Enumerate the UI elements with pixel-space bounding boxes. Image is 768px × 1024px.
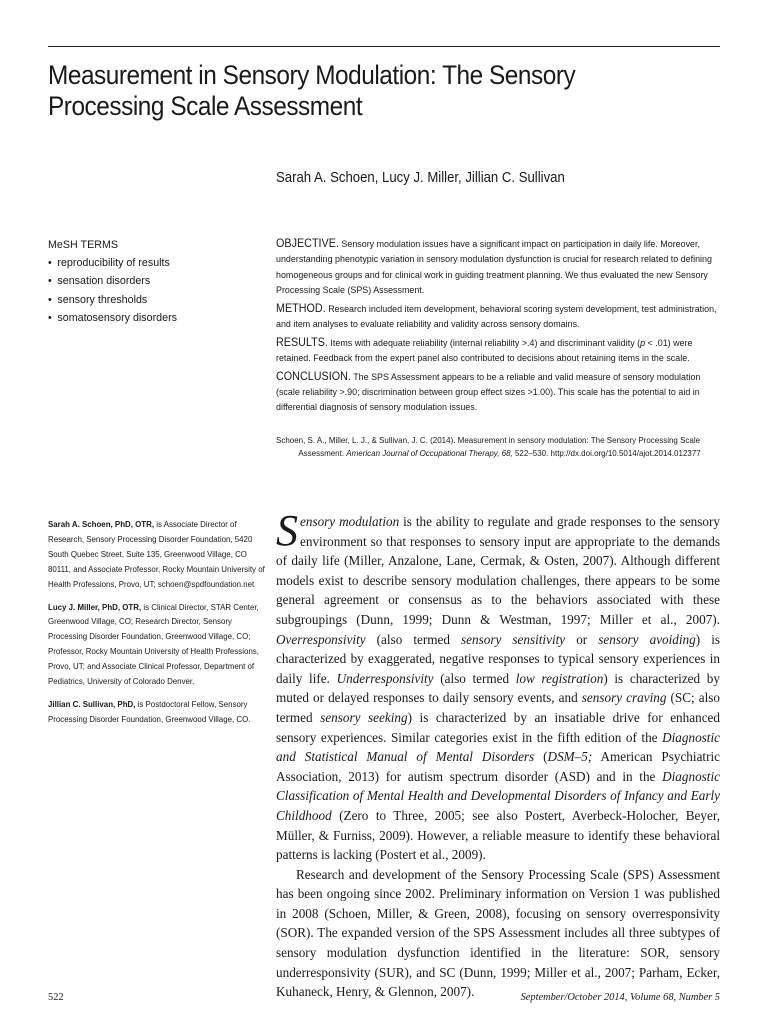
body-text-run: (also termed [365, 631, 462, 647]
citation [276, 434, 722, 460]
bio-name: Jillian C. Sullivan, PhD, [48, 698, 136, 709]
bio-text: is Clinical Director, STAR Center, Greenwood Village, CO; Research Director, Sensory Processing Disorder Foundation, Greenwood Village, CO; Professor, Rocky Mountain University of Health Professions, Provo, UT; and Associate Clinical Professor, Department of Pediatrics, University of Colorado Denver. [48, 601, 259, 687]
mesh-term: • reproducibility of results [48, 254, 236, 272]
objective-label: OBJECTIVE. [276, 237, 339, 250]
drop-cap: S [276, 506, 298, 555]
italic-term: Overresponsivity [276, 631, 366, 647]
italic-term: sensory craving [581, 690, 667, 706]
italic-term: sensory avoiding [598, 631, 696, 647]
body-paragraph-2: Research and development of the Sensory Processing Scale (SPS) Assessment has been ongoing since 2002. Preliminary information on Version 1 was published in 2008 (Schoen, Miller, & Green, 2008), focusing on sensory overresponsivity (SOR). The expanded version of the SPS Assessment includes all three subtypes of sensory modulation dysfunction identified in the literature: SOR, sensory underresponsivity (SUR), and SC (Dunn, 1999; Miller et al., 2007; Parham, Ecker, Kuhaneck, Henry, & Glennon, 2007). [276, 866, 720, 1000]
italic-term: DSM–5; [547, 749, 593, 765]
mesh-terms-box [48, 236, 248, 327]
bio-miller [48, 600, 265, 689]
top-rule [48, 46, 720, 47]
body-paragraph-1 [276, 506, 721, 865]
objective-text: Sensory modulation issues have a significant impact on participation in daily life. Moreover, understanding phenotypic variation in sensory modulation dysfunction is crucial for research related to defining homogeneous groups and for clinical work in guiding treatment planning. We thus evaluated the new Sensory Processing Scale (SPS) Assessment. [276, 239, 712, 296]
abstract-objective [276, 236, 722, 298]
italic-term: Underresponsivity [336, 670, 434, 686]
abstract-results [276, 335, 722, 367]
mesh-term: • somatosensory disorders [48, 309, 236, 327]
conclusion-text: The SPS Assessment appears to be a reliable and valid measure of sensory modulation (scale reliability >.90; discrimination between group effect sizes >1.00). This scale has the potential to aid in differential diagnosis of sensory modulation issues. [276, 371, 701, 414]
italic-term: sensory sensitivity [461, 631, 566, 647]
body-text-run: American Psychiatric Association, 2013) for autism spectrum disorder (ASD) and in the [276, 749, 720, 784]
body-text-run: ) is characterized by exaggerated, negative responses to typical sensory experiences in daily life. [276, 631, 720, 686]
body-text-run: ( [534, 749, 548, 765]
article-title: Measurement in Sensory Modulation: The Sensory Processing Scale Assessment [48, 60, 576, 121]
italic-term: Diagnostic and Statistical Manual of Mental Disorders [276, 729, 720, 765]
abstract [276, 236, 732, 418]
body-text-run: or [565, 631, 599, 647]
bio-schoen [48, 517, 265, 592]
results-text-cont: < .01) were retained. Feedback from the expert panel also contributed to decisions about retaining items in the scale. [276, 337, 693, 365]
method-label: METHOD. [276, 301, 326, 315]
abstract-method [276, 301, 722, 333]
italic-term: sensory seeking [320, 709, 408, 725]
citation-journal: American Journal of Occupational Therapy, 68, [346, 447, 513, 458]
results-label: RESULTS. [276, 335, 328, 349]
body-text-run: (Zero to Three, 2005; see also Postert, Averbeck-Holocher, Beyer, Müller, & Furniss, 2009). However, a reliable measure to identify these behavioral patterns is lacking (Postert et al., 2009). [276, 807, 720, 863]
issue-info: September/October 2014, Volume 68, Number 5 [520, 992, 720, 1003]
mesh-heading: MeSH TERMS [48, 239, 119, 251]
italic-term: ensory modulation [300, 514, 400, 529]
mesh-term: • sensory thresholds [48, 291, 236, 309]
body-text-run: ) is characterized by muted or delayed responses to daily sensory events, and [276, 670, 720, 706]
article-body [276, 506, 721, 1002]
body-text-run: (also termed [433, 670, 516, 686]
citation-prefix: Assessment. [298, 447, 347, 458]
citation-doi[interactable]: 522–530. http://dx.doi.org/10.5014/ajot.2014.012377 [512, 447, 701, 458]
method-text: Research included item development, behavioral scoring system development, test administration, and item analyses to evaluate reliability and validity across sensory domains. [276, 303, 717, 330]
citation-line2 [276, 447, 722, 460]
italic-term: low registration [515, 670, 604, 686]
page-number: 522 [48, 992, 64, 1003]
author-list: Sarah A. Schoen, Lucy J. Miller, Jillian C. Sullivan [276, 170, 565, 186]
bio-text: is Associate Director of Research, Sensory Processing Disorder Foundation, 5420 South Quebec Street, Suite 135, Greenwood Village, CO 80111, and Associate Professor, Rocky Mountain University of Health Professions, Provo, UT; schoen@spdfoundation.net [48, 519, 265, 589]
body-text-run: ) is characterized by an insatiable drive for enhanced sensory experiences. Similar categories exist in the fifth edition of the [276, 709, 720, 745]
bio-text: is Postdoctoral Fellow, Sensory Processing Disorder Foundation, Greenwood Village, CO. [48, 698, 251, 724]
bio-name: Sarah A. Schoen, PhD, OTR, [48, 519, 155, 529]
body-text-run: is the ability to regulate and grade responses to the sensory environment so that responses to sensory input are appropriate to the demands of daily life (Miller, Anzalone, Lane, Cermak, & Osten, 2007). Although different models exist to describe sensory modulation challenges, there appears to be some general agreement or consensus as to the behaviors associated with these subgroupings (Dunn, 1999; Dunn & Westman, 1997; Miller et al., 2007). [276, 514, 720, 627]
results-p-symbol: p [640, 337, 646, 349]
bio-name: Lucy J. Miller, PhD, OTR, [48, 601, 142, 612]
italic-term: Diagnostic Classification of Mental Health and Developmental Disorders of Infancy and Early Childhood [276, 768, 720, 823]
conclusion-label: CONCLUSION. [276, 369, 351, 383]
body-text-run: (SC; also termed [276, 690, 721, 725]
mesh-term-list [48, 254, 248, 327]
bio-sullivan [48, 697, 265, 727]
citation-line1: Schoen, S. A., Miller, L. J., & Sullivan, J. C. (2014). Measurement in sensory modulation: The Sensory Processing Scale [276, 435, 701, 445]
mesh-term: • sensation disorders [48, 272, 236, 290]
author-bios [48, 517, 265, 735]
results-text: Items with adequate reliability (internal reliability >.4) and discriminant validity ( [330, 337, 641, 349]
abstract-conclusion [276, 369, 722, 416]
